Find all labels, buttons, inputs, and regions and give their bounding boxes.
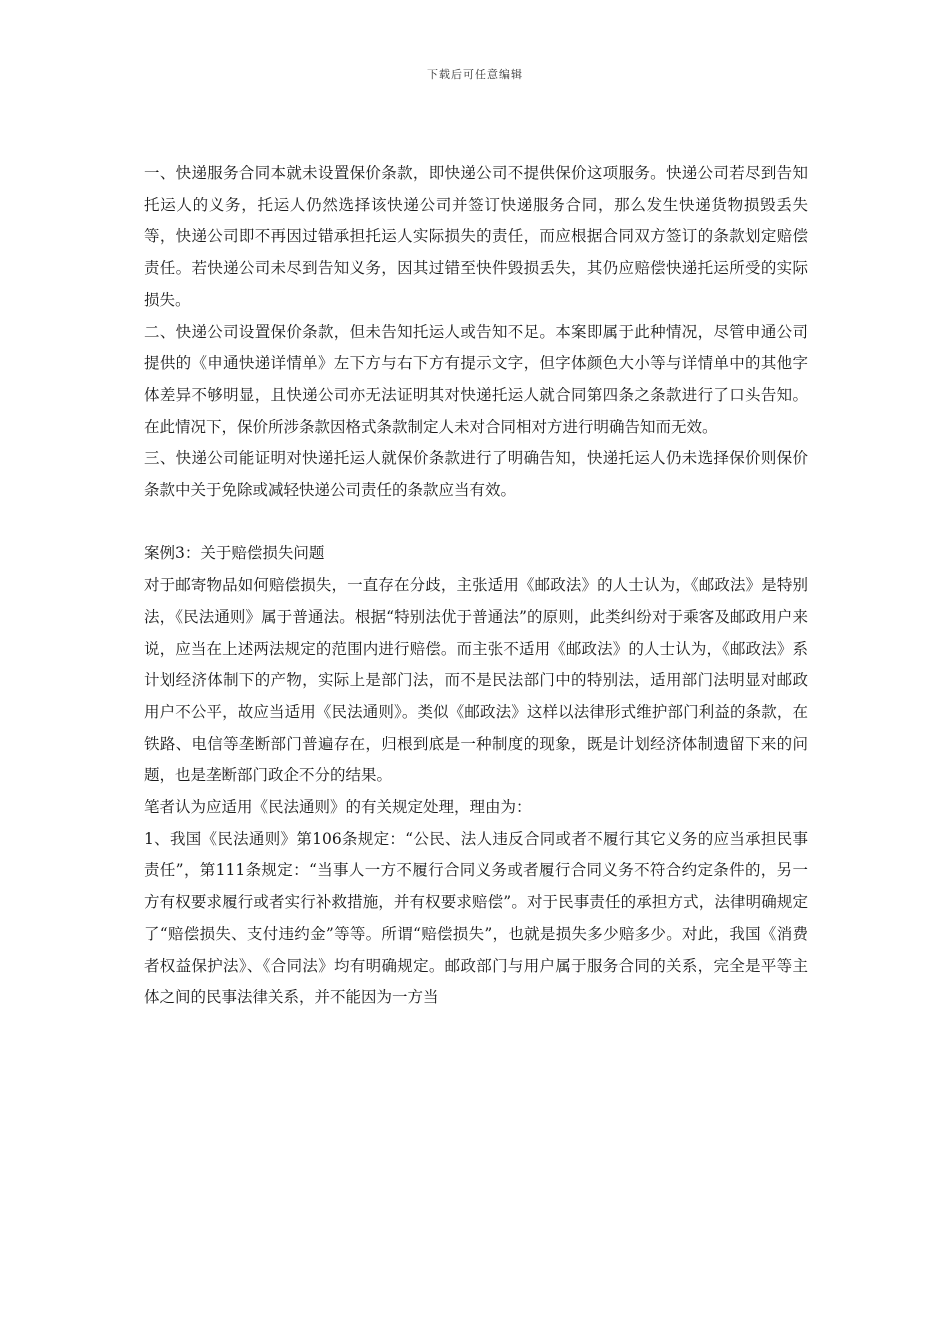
section-heading-case-3: 案例3：关于赔偿损失问题 — [144, 544, 325, 563]
paragraph-5: 笔者认为应适用《民法通则》的有关规定处理，理由为： — [144, 798, 532, 817]
paragraph-6: 1、我国《民法通则》第106条规定：“公民、法人违反合同或者不履行其它义务的应当承担民事责任”，第111条规定：“当事人一方不履行合同义务或者履行合同义务不符合约定条件的，另一方有权要求履行或者实行补救措施，并有权要求赔偿”。对于民事责任的承担方式，法律明确规定了“赔偿损失、支付违约金”等等。所谓“赔偿损失”，也就是损失多少赔多少。对此，我国《消费者权益保护法》、《合同法》均有明确规定。邮政部门与用户属于服务合同的关系，完全是平等主体之间的民事法律关系，并不能因为一方当 — [144, 829, 808, 1007]
paragraph-spacer — [144, 507, 808, 539]
paragraph-4: 对于邮寄物品如何赔偿损失，一直存在分歧，主张适用《邮政法》的人士认为，《邮政法》是特别法，《民法通则》属于普通法。根据“特别法优于普通法”的原则，此类纠纷对于乘客及邮政用户来说，应当在上述两法规定的范围内进行赔偿。而主张不适用《邮政法》的人士认为，《邮政法》系计划经济体制下的产物，实际上是部门法，而不是民法部门中的特别法，适用部门法明显对邮政用户不公平，故应当适用《民法通则》。类似《邮政法》这样以法律形式维护部门利益的条款，在铁路、电信等垄断部门普遍存在，归根到底是一种制度的现象，既是计划经济体制遗留下来的问题，也是垄断部门政企不分的结果。 — [144, 576, 808, 785]
paragraph-3: 三、快递公司能证明对快递托运人就保价条款进行了明确告知，快递托运人仍未选择保价则保价条款中关于免除或减轻快递公司责任的条款应当有效。 — [144, 449, 808, 500]
document-body — [144, 158, 808, 1014]
paragraph-1: 一、快递服务合同本就未设置保价条款，即快递公司不提供保价这项服务。快递公司若尽到告知托运人的义务，托运人仍然选择该快递公司并签订快递服务合同，那么发生快递货物损毁丢失等，快递公司即不再因过错承担托运人实际损失的责任，而应根据合同双方签订的条款划定赔偿责任。若快递公司未尽到告知义务，因其过错至快件毁损丢失，其仍应赔偿快递托运所受的实际损失。 — [144, 164, 808, 309]
paragraph-2: 二、快递公司设置保价条款，但未告知托运人或告知不足。本案即属于此种情况，尽管申通公司提供的《申通快递详情单》左下方与右下方有提示文字，但字体颜色大小等与详情单中的其他字体差异不够明显，且快递公司亦无法证明其对快递托运人就合同第四条之条款进行了口头告知。在此情况下，保价所涉条款因格式条款制定人未对合同相对方进行明确告知而无效。 — [144, 322, 808, 436]
page-header: 下载后可任意编辑 — [427, 68, 523, 81]
